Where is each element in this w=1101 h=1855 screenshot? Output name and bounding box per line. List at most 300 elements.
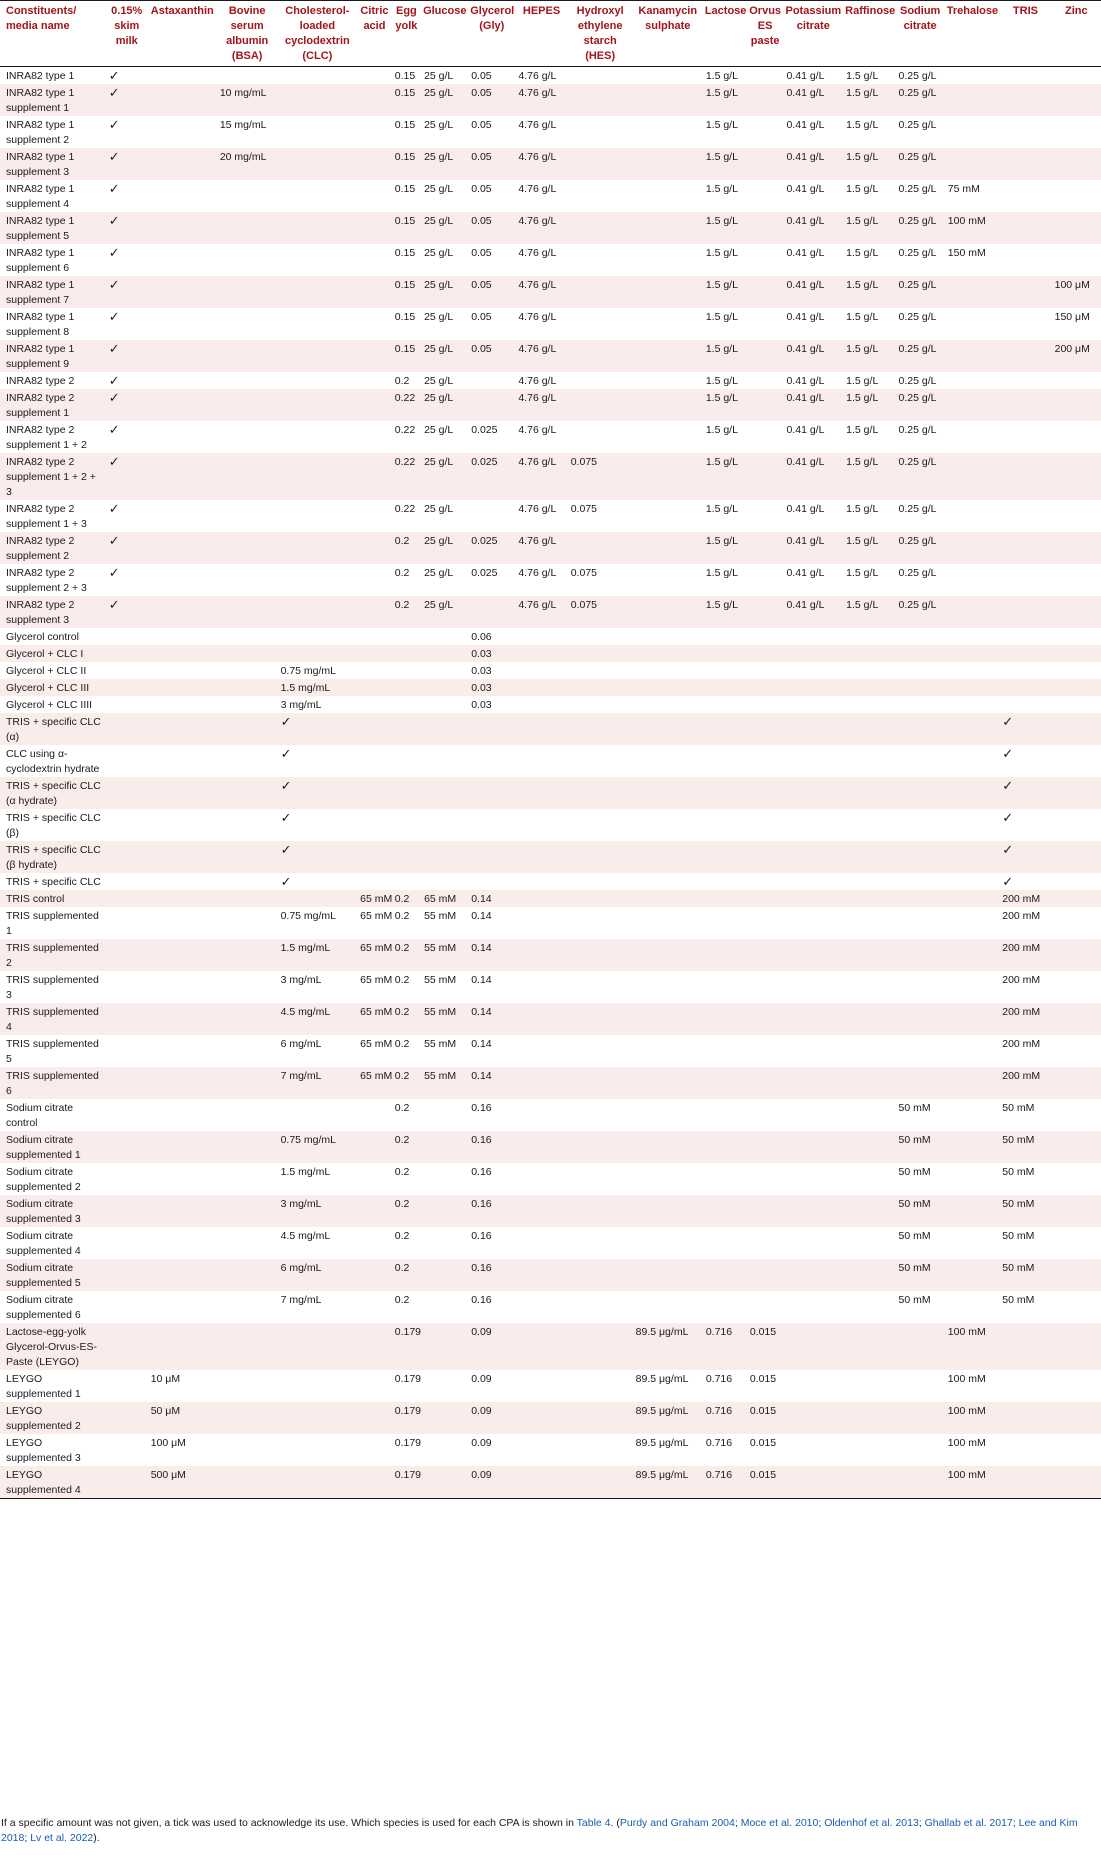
table-cell: 0.03 [471,665,492,677]
table-cell [357,1227,392,1259]
table-cell: 4.76 g/L [515,276,567,308]
table-row [0,453,1101,500]
table-cell: 50 mM [898,1166,931,1178]
table-cell: ✓ [106,453,148,500]
media-name-cell: TRIS supplemented 2 [0,939,106,971]
table-cell [278,389,358,421]
table-cell: 0.15 [392,212,421,244]
table-cell [783,679,843,696]
table-cell [783,971,843,1003]
table-cell: ✓ [280,875,292,890]
table-cell [515,890,567,907]
table-cell: 0.015 [747,1402,784,1434]
media-name-cell: INRA82 type 1 supplement 7 [0,276,106,308]
table-cell: 0.75 mg/mL [280,910,337,922]
table-cell [843,907,895,939]
table-cell [278,532,358,564]
table-cell: ✓ [108,423,120,438]
table-cell [515,1099,567,1131]
media-name-cell: Glycerol + CLC III [0,679,106,696]
table-cell: 4.76 g/L [515,212,567,244]
table-cell: 25 g/L [421,532,468,564]
table-cell [568,662,633,679]
table-cell: 0.41 g/L [783,148,843,180]
table-cell [703,1259,747,1291]
table-cell [278,276,358,308]
table-cell: 89.5 μg/mL [633,1323,703,1370]
table-cell [106,1434,148,1466]
media-name-cell: TRIS supplemented 4 [0,1003,106,1035]
table-cell [945,679,999,696]
table-cell [703,1035,747,1067]
table-cell [106,907,148,939]
table-cell [747,971,784,1003]
table-cell [392,628,421,645]
table-cell [999,308,1051,340]
media-name-cell: Sodium citrate supplemented 4 [6,1230,81,1257]
table-cell: 0.2 [392,1067,421,1099]
table-cell: 0.2 [392,939,421,971]
table-cell: 1.5 g/L [846,70,879,82]
table-cell: 150 μM [1054,311,1090,323]
table-cell [633,628,703,645]
table-body [0,67,1101,1499]
table-cell: 0.015 [747,1466,784,1499]
table-cell [568,1323,633,1370]
table-cell [568,340,633,372]
table-cell [421,1131,468,1163]
table-cell [999,244,1051,276]
table-cell [633,212,703,244]
column-header: Citric acid [360,5,389,32]
table-cell: 200 mM [1002,974,1041,986]
table-cell [999,645,1051,662]
table-cell [468,500,515,532]
table-cell [703,939,747,971]
table-cell [703,1099,747,1131]
table-row [0,809,1101,841]
table-cell [421,628,468,645]
table-cell: 50 mM [898,1102,931,1114]
table-cell [703,1195,747,1227]
table-cell [357,777,392,809]
table-cell: 65 mM [357,1067,392,1099]
table-cell: 75 mM [947,183,980,195]
table-cell [217,679,278,696]
table-cell [945,372,999,389]
table-cell [843,1067,895,1099]
table-cell [633,1035,703,1067]
table-cell [357,116,392,148]
table-cell [106,679,148,696]
table-cell [568,244,633,276]
table-cell [843,890,895,907]
table-cell: 1.5 g/L [846,567,879,579]
table-cell [747,890,784,907]
table-cell [468,777,515,809]
table-cell [357,180,392,212]
table-cell [783,713,843,745]
table-cell [783,1163,843,1195]
table-cell [1052,1099,1101,1131]
table-cell [747,389,784,421]
table-cell [703,679,747,696]
media-name-cell: INRA82 type 1 supplement 8 [6,311,75,338]
table-cell [633,777,703,809]
table-cell: 0.075 [570,567,597,579]
table-cell [633,1131,703,1163]
table-cell [747,745,784,777]
table-cell [421,1163,468,1195]
table-cell [278,453,358,500]
table-cell [896,696,945,713]
table-cell [357,421,392,453]
table-cell [783,1370,843,1402]
table-cell: 100 mM [945,1402,999,1434]
table-cell [357,645,392,662]
table-cell [945,809,999,841]
table-cell [278,421,358,453]
table-cell: 50 mM [1002,1294,1035,1306]
table-cell [633,1195,703,1227]
media-name-cell: INRA82 type 2 supplement 1 + 3 [6,503,87,530]
table-cell [783,1291,843,1323]
table-cell [217,1099,278,1131]
table-cell [999,1466,1051,1499]
table-cell [278,180,358,212]
table-cell [568,809,633,841]
table-cell [945,628,999,645]
table-cell: 1.5 g/L [846,503,879,515]
table-row [0,389,1101,421]
table-cell: 0.2 [394,375,410,387]
media-name-cell: CLC using α-cyclodextrin hydrate [6,748,100,775]
table-cell [999,67,1051,85]
table-cell: 0.25 g/L [898,424,937,436]
table-cell [515,745,567,777]
reference-link[interactable]: Lee and Kim 2018 [1,1817,1078,1844]
table-cell [357,628,392,645]
table-cell [1052,116,1101,148]
table-cell [515,1195,567,1227]
table-cell [896,907,945,939]
table-cell [148,745,217,777]
table-cell: 65 mM [357,1003,392,1035]
table-cell [217,1434,278,1466]
table-cell [148,453,217,500]
table-cell [703,971,747,1003]
table-cell: 0.716 [703,1466,747,1499]
table-cell [357,1259,392,1291]
table-cell [421,713,468,745]
table-cell: 1.5 g/L [705,424,738,436]
table-cell [217,1131,278,1163]
table-cell: 100 mM [945,1466,999,1499]
table-cell [217,453,278,500]
table-cell [783,1035,843,1067]
table-cell [515,1291,567,1323]
reference-link[interactable]: Ghallab et al. 2017 [924,1817,1013,1829]
table-cell: 0.25 g/L [896,453,945,500]
table-cell [896,873,945,890]
table-cell [568,276,633,308]
table-cell: 25 g/L [421,389,468,421]
table-cell: 4.76 g/L [518,70,557,82]
table-cell [515,873,567,890]
table-cell [357,389,392,421]
table-cell [357,453,392,500]
table-cell [747,532,784,564]
table-cell [515,1131,567,1163]
table-cell [843,1227,895,1259]
table-cell [568,212,633,244]
table-row [0,500,1101,532]
table-row [0,180,1101,212]
table-cell [945,1291,999,1323]
table-cell [896,679,945,696]
reference-link[interactable]: Purdy and Graham 2004 [619,1817,735,1829]
table-cell: 0.41 g/L [786,119,825,131]
table-cell: 0.41 g/L [786,375,825,387]
table-cell [945,564,999,596]
table-cell: 0.25 g/L [898,119,937,131]
table-cell [148,841,217,873]
table-cell: 1.5 mg/mL [280,1166,331,1178]
table-row [0,1291,1101,1323]
table-cell: 0.2 [394,1230,410,1242]
table-cell: 1.5 g/L [705,567,738,579]
table-cell: 0.15 [394,247,416,259]
table-cell: 0.25 g/L [898,70,937,82]
table-cell: 0.05 [471,183,492,195]
table-cell [217,1035,278,1067]
table-cell [633,971,703,1003]
table-cell [843,1402,895,1434]
table-cell [278,1402,358,1434]
table-cell [896,777,945,809]
table-cell [945,1227,999,1259]
table-cell [515,1259,567,1291]
reference-link[interactable]: Moce et al. 2010 [740,1817,819,1829]
table-cell [999,1323,1051,1370]
table-cell: ✓ [106,276,148,308]
table-cell: 25 g/L [421,84,468,116]
table-cell [633,500,703,532]
table-cell [945,1067,999,1099]
table-cell: 4.76 g/L [518,375,557,387]
table-cell: 0.06 [471,631,492,643]
table-cell [148,67,217,85]
table-cell: 0.025 [468,453,515,500]
table-cell [843,679,895,696]
table-cell: 0.14 [468,1067,515,1099]
table-cell [148,532,217,564]
table-cell [515,971,567,1003]
table-cell: 0.25 g/L [896,276,945,308]
media-name-cell: LEYGO supplemented 1 [6,1373,81,1400]
table-cell [999,372,1051,389]
table-cell [515,662,567,679]
table-cell: 50 mM [896,1195,945,1227]
table-cell: 65 mM [360,974,393,986]
column-header: Raffinose [845,5,896,17]
table-cell [747,1067,784,1099]
table-cell: 25 g/L [421,596,468,628]
table-cell [148,939,217,971]
table-cell [747,777,784,809]
table-cell [217,939,278,971]
table-cell: 500 μM [148,1466,217,1499]
table-cell [421,645,468,662]
table-cell [633,745,703,777]
table-4-link[interactable]: Table 4 [576,1817,611,1829]
table-cell [999,532,1051,564]
table-cell: 4.76 g/L [515,84,567,116]
table-cell [747,500,784,532]
table-cell: 4.76 g/L [518,247,557,259]
table-cell [421,1227,468,1259]
table-cell: 0.16 [468,1195,515,1227]
table-cell [633,180,703,212]
table-cell [568,148,633,180]
table-cell [217,1195,278,1227]
table-row [0,1434,1101,1466]
table-cell: 1.5 mg/mL [278,679,358,696]
table-cell [278,212,358,244]
reference-link[interactable]: Lv et al. 2022 [30,1832,94,1844]
table-cell: 25 g/L [421,148,468,180]
table-cell: 50 mM [1002,1230,1035,1242]
column-header: Glycerol (Gly) [470,5,515,32]
table-cell: ✓ [106,532,148,564]
table-cell [843,662,895,679]
table-cell: 0.2 [392,1259,421,1291]
media-name-cell: INRA82 type 1 supplement 2 [6,119,75,146]
table-cell: 50 μM [148,1402,217,1434]
table-cell [568,389,633,421]
table-cell: 25 g/L [421,212,468,244]
table-cell [843,1434,895,1466]
table-cell: 0.22 [394,503,416,515]
table-cell [217,276,278,308]
table-cell: 200 mM [999,1067,1051,1099]
table-cell: 0.25 g/L [898,183,937,195]
table-cell: 0.179 [392,1466,421,1499]
table-cell [1052,971,1101,1003]
table-cell [783,1131,843,1163]
table-cell [843,1370,895,1402]
table-cell [945,1131,999,1163]
table-cell: 0.41 g/L [786,567,825,579]
table-cell: 25 g/L [424,247,454,259]
table-cell [515,1003,567,1035]
table-row [0,148,1101,180]
table-cell [783,777,843,809]
table-cell [148,1035,217,1067]
table-cell [945,645,999,662]
table-cell [843,1099,895,1131]
table-cell [843,777,895,809]
table-cell [945,662,999,679]
table-cell [747,116,784,148]
table-cell [357,679,392,696]
table-cell: 1.5 g/L [703,453,747,500]
table-cell: 0.075 [570,503,597,515]
table-cell: 0.14 [471,1038,492,1050]
table-row [0,67,1101,85]
table-cell [568,679,633,696]
table-cell: 15 mg/mL [219,119,267,131]
table-cell [633,116,703,148]
table-cell [1052,180,1101,212]
table-cell: 0.05 [471,70,492,82]
table-cell: ✓ [106,84,148,116]
table-cell [703,809,747,841]
table-cell [106,713,148,745]
footnote-text: If a specific amount was not given, a tick was used to acknowledge its use. Which species is used for each CPA is shown in [1,1817,577,1829]
table-row [0,276,1101,308]
table-cell [1052,1434,1101,1466]
table-cell [392,777,421,809]
table-cell [633,84,703,116]
table-cell: 65 mM [360,910,393,922]
table-cell [896,1067,945,1099]
table-cell: 10 mg/mL [217,84,278,116]
table-cell [1052,84,1101,116]
table-cell: 1.5 mg/mL [278,939,358,971]
table-cell: 0.14 [468,890,515,907]
table-cell: 1.5 g/L [843,532,895,564]
table-cell [515,645,567,662]
table-cell: 0.15 [394,70,416,82]
table-row [0,971,1101,1003]
table-cell [896,662,945,679]
table-cell [843,1163,895,1195]
table-cell [357,340,392,372]
table-cell [999,212,1051,244]
table-cell: 0.09 [468,1466,515,1499]
column-header: Zinc [1065,5,1088,17]
media-name-cell: INRA82 type 1 supplement 1 [0,84,106,116]
table-cell: 1.5 g/L [703,212,747,244]
table-cell [568,939,633,971]
table-cell [217,890,278,907]
table-cell: 0.15 [392,84,421,116]
table-cell [633,662,703,679]
column-header: Sodium citrate [899,5,941,32]
table-cell: ✓ [108,502,120,517]
table-cell: 0.25 g/L [896,340,945,372]
table-cell [106,1466,148,1499]
table-cell [945,873,999,890]
table-cell [217,500,278,532]
table-cell [421,841,468,873]
table-row [0,596,1101,628]
table-cell [1052,453,1101,500]
table-cell [217,662,278,679]
reference-link[interactable]: Oldenhof et al. 2013 [824,1817,919,1829]
table-cell [1052,564,1101,596]
media-name-cell: Glycerol control [6,631,79,643]
table-cell [278,596,358,628]
table-header-row [0,1,1101,67]
table-cell: 0.41 g/L [786,70,825,82]
table-cell [568,873,633,890]
table-cell [568,1402,633,1434]
table-cell [747,1131,784,1163]
footnote-references: Purdy and Graham 2004; Moce et al. 2010; Oldenhof et al. 2013; Ghallab et al. 2017; Lee and Kim 2018; Lv et al. 2022 [1,1817,1078,1844]
table-cell [1052,500,1101,532]
